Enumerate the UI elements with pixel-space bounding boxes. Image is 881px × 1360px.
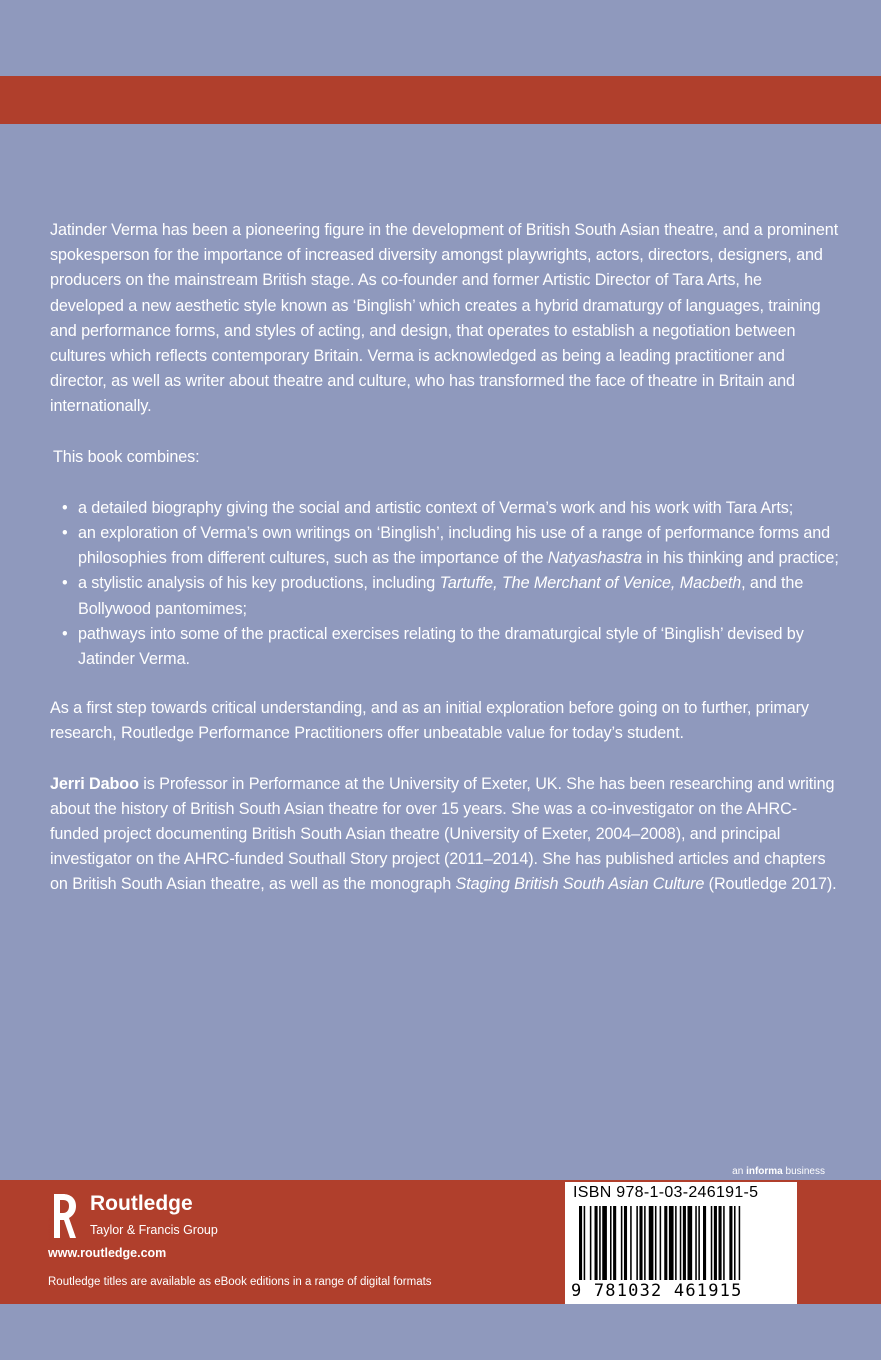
isbn-digits: 9 781032 461915 xyxy=(571,1281,743,1301)
feature-list xyxy=(50,496,840,672)
publisher-group: Taylor & Francis Group xyxy=(90,1223,218,1237)
bullet-icon: • xyxy=(62,624,68,643)
list-item: • a stylistic analysis of his key productions, including Tartuffe, The Merchant of Venice, Macbeth, and the Bollywood pantomimes; xyxy=(50,571,840,621)
top-color-band xyxy=(0,76,881,124)
isbn-barcode xyxy=(565,1182,797,1304)
list-item: • a detailed biography giving the social and artistic context of Verma’s work and his work with Tara Arts; xyxy=(50,496,840,521)
routledge-logo-icon xyxy=(48,1190,78,1242)
isbn-label: ISBN 978-1-03-246191-5 xyxy=(573,1184,759,1201)
publisher-name: Routledge xyxy=(90,1192,193,1215)
bullet-icon: • xyxy=(62,574,68,593)
combines-heading: This book combines: xyxy=(53,447,200,466)
barcode-icon xyxy=(577,1206,787,1284)
bullet-icon: • xyxy=(62,524,68,543)
intro-paragraph: Jatinder Verma has been a pioneering figure in the development of British South Asian theatre, and a prominent spokesperson for the importance of increased diversity amongst playwrights, actors, directors, designers, and producers on the mainstream British stage. As co-founder and former Artistic Director of Tara Arts, he developed a new aesthetic style known as ‘Binglish’ which creates a hybrid dramaturgy of languages, training and performance forms, and styles of acting, and design, that operates to establish a negotiation between cultures which reflects contemporary Britain. Verma is acknowledged as being a leading practitioner and director, as well as writer about theatre and culture, who has transformed the face of theatre in Britain and internationally. xyxy=(50,221,839,416)
monograph-title: Staging British South Asian Culture xyxy=(455,875,705,894)
bullet-icon: • xyxy=(62,498,68,517)
informa-tagline: an informa business xyxy=(732,1166,825,1177)
svg-text:ROUTLEDGE: ROUTLEDGE xyxy=(48,1217,52,1240)
back-cover-text xyxy=(50,218,840,923)
author-bio: Jerri Daboo is Professor in Performance at the University of Exeter, UK. She has been researching and writing about the history of British South Asian theatre for over 15 years. She was a co-investigator on the AHRC-funded project documenting British South Asian theatre (University of Exeter, 2004–2008), and principal investigator on the AHRC-funded Southall Story project (2011–2014). She has published articles and chapters on British South Asian theatre, as well as the monograph Staging British South Asian Culture (Routledge 2017). xyxy=(50,774,837,894)
series-paragraph: As a first step towards critical understanding, and as an initial exploration before going on to further, primary research, Routledge Performance Practitioners offer unbeatable value for today’s student. xyxy=(50,699,809,743)
publisher-website: www.routledge.com xyxy=(48,1246,167,1260)
ebook-note: Routledge titles are available as eBook editions in a range of digital formats xyxy=(48,1276,432,1288)
author-name: Jerri Daboo xyxy=(50,774,139,793)
list-item: • pathways into some of the practical exercises relating to the dramaturgical style of ‘Binglish’ devised by Jatinder Verma. xyxy=(50,622,840,672)
list-item: • an exploration of Verma’s own writings on ‘Binglish’, including his use of a range of performance forms and philosophies from different cultures, such as the importance of the Natyashastra in his thinking and practice; xyxy=(50,521,840,571)
